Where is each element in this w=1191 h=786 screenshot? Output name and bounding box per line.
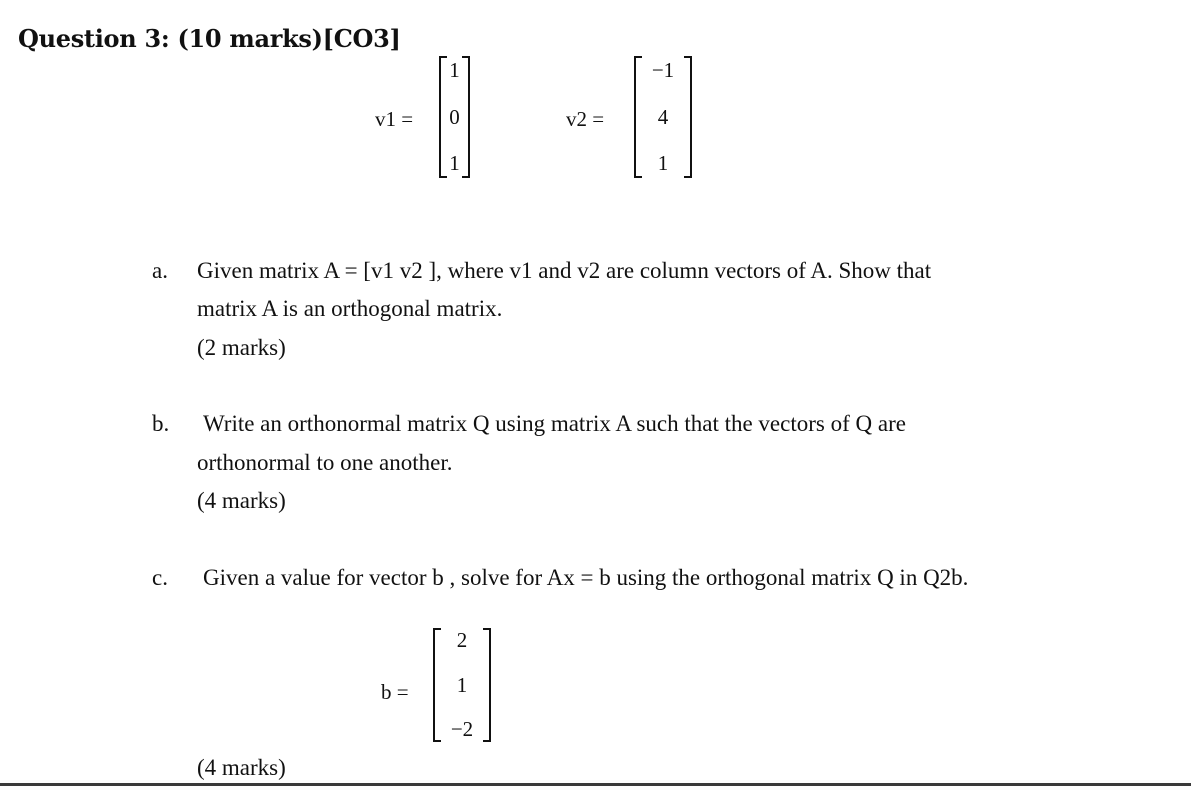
left-bracket	[433, 628, 441, 742]
left-bracket	[439, 56, 447, 178]
part-b-letter: b.	[152, 411, 170, 436]
part-b-line-1: Write an orthonormal matrix Q using matrix A such that the vectors of Q are	[203, 411, 906, 436]
part-b-line-2: orthonormal to one another.	[197, 450, 453, 475]
v2-label: v2 =	[566, 107, 605, 131]
part-a-line-1: Given matrix A = [v1 v2 ], where v1 and v2 are column vectors of A. Show that	[197, 258, 932, 283]
b-entry-2: 1	[456, 672, 468, 697]
v1-entry-2: 0	[449, 104, 460, 129]
part-c-line-1: Given a value for vector b , solve for Ax = b using the orthogonal matrix Q in Q2b.	[203, 565, 969, 590]
v2-entry-3: 1	[657, 151, 669, 175]
right-bracket	[483, 628, 491, 742]
v2-entry-2: 4	[657, 104, 669, 129]
question-title: Question 3: (10 marks)[CO3]	[18, 24, 401, 53]
part-b-marks: (4 marks)	[197, 488, 286, 513]
b-entry-3: −2	[450, 717, 474, 741]
part-c-letter: c.	[152, 565, 168, 590]
right-bracket	[462, 56, 470, 178]
part-c-marks: (4 marks)	[197, 755, 286, 780]
b-label: b =	[381, 680, 409, 704]
part-a-letter: a.	[152, 258, 168, 283]
v1-entry-1: 1	[449, 58, 460, 82]
right-bracket	[684, 56, 692, 178]
left-bracket	[634, 56, 642, 178]
part-a-line-2: matrix A is an orthogonal matrix.	[197, 296, 503, 321]
v1-entry-3: 1	[449, 151, 460, 175]
part-a-marks: (2 marks)	[197, 335, 286, 360]
v2-entry-1: −1	[651, 58, 675, 82]
v1-vector	[439, 56, 470, 178]
v1-label: v1 =	[375, 107, 414, 131]
b-vector	[433, 628, 491, 742]
b-entry-1: 2	[456, 628, 468, 652]
v2-vector	[634, 56, 692, 178]
